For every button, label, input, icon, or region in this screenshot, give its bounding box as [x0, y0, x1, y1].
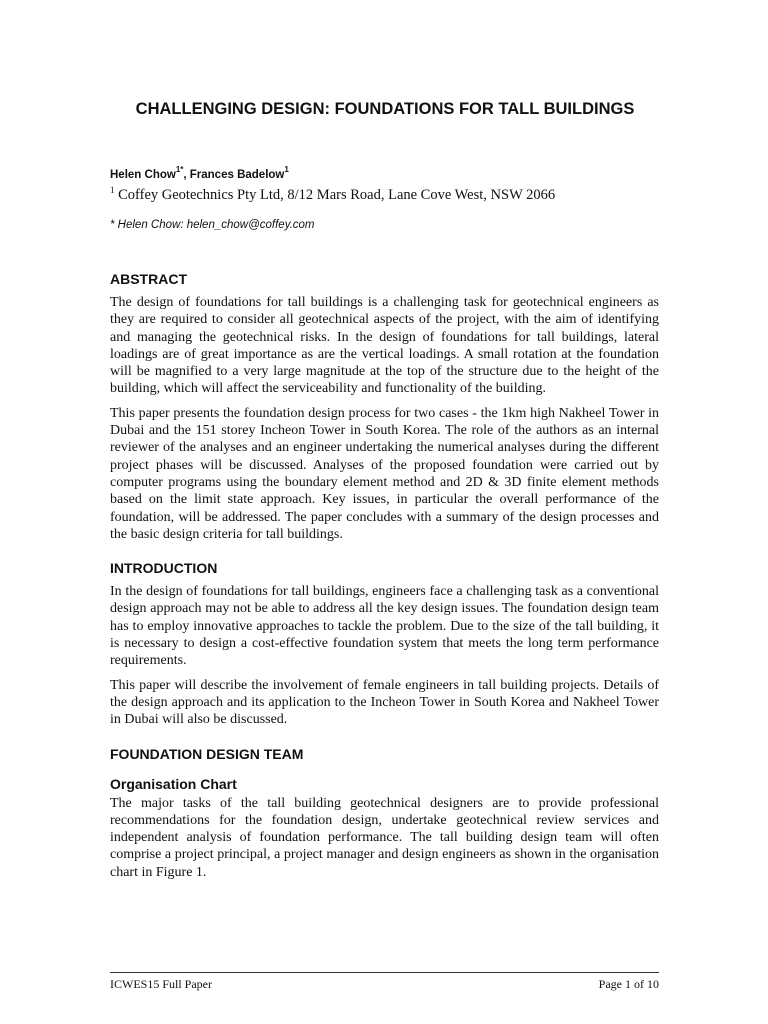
abstract-paragraph-2: This paper presents the foundation design process for two cases - the 1km high Nakheel Tower in Dubai and the 151 storey Incheon Tower in South Korea. The role of the authors as an internal reviewer of the analyses and an engineer undertaking the numerical analyses during the different project phases will be discussed. Analyses of the proposed foundation were carried out by computer programs using the boundary element method and 2D & 3D finite element methods based on the limit state approach. Key issues, in particular the overall performance of the foundation, will be addressed. The paper concludes with a summary of the design processes and the basic design criteria for tall buildings. [110, 405, 659, 542]
body-content [110, 270, 659, 888]
author-name: Frances Badelow [189, 168, 285, 181]
footer-page-number: Page 1 of 10 [598, 977, 659, 991]
author-superscript: 1 [284, 165, 289, 174]
design-team-paragraph-1: The major tasks of the tall building geotechnical designers are to provide professional recommendations for the foundation design, undertake geotechnical review services and independent analysis of foundation performance. The tall building design team will often comprise a project principal, a project manager and design engineers as shown in the organisation chart in Figure 1. [110, 795, 659, 880]
introduction-heading: INTRODUCTION [110, 560, 218, 577]
author-separator: , [183, 168, 190, 181]
abstract-paragraph-1: The design of foundations for tall buildings is a challenging task for geotechnical engineers as they are required to consider all geotechnical aspects of the project, with the aim of identifying and managing the geotechnical risks. In the design of foundations for tall buildings, lateral loadings are of great importance as are the vertical loadings. A small rotation at the foundation will be magnified to a very large magnitude at the top of the structure due to the height of the building, which will affect the serviceability and functionality of the building. [110, 295, 659, 397]
author-name: Helen Chow [110, 168, 176, 181]
introduction-paragraph-1: In the design of foundations for tall buildings, engineers face a challenging task as a conventional design approach may not be able to address all the key design issues. The foundation design team has to employ innovative approaches to tackle the problem. Due to the size of the tall building, it is necessary to design a cost-effective foundation system that meets the long term performance requirements. [110, 584, 659, 669]
organisation-chart-subheading: Organisation Chart [110, 775, 237, 792]
introduction-paragraph-2: This paper will describe the involvement of female engineers in tall building projects. Details of the design approach and its application to the Incheon Tower in South Korea and Nakheel Tower in Dubai will also be discussed. [110, 677, 659, 728]
paper-title: CHALLENGING DESIGN: FOUNDATIONS FOR TALL BUILDINGS [135, 100, 635, 118]
abstract-heading: ABSTRACT [110, 271, 187, 287]
design-team-heading: FOUNDATION DESIGN TEAM [110, 745, 304, 762]
affiliation-text: Coffey Geotechnics Pty Ltd, 8/12 Mars Road, Lane Cove West, NSW 2066 [114, 186, 556, 203]
author-superscript: 1* [175, 165, 184, 174]
footer-divider [110, 972, 659, 973]
affiliation-superscript: 1 [110, 185, 115, 195]
author-line [110, 166, 289, 181]
footer-conference: ICWES15 Full Paper [110, 977, 212, 991]
corresponding-email: * Helen Chow: helen_chow@coffey.com [110, 219, 315, 231]
affiliation [110, 185, 555, 204]
